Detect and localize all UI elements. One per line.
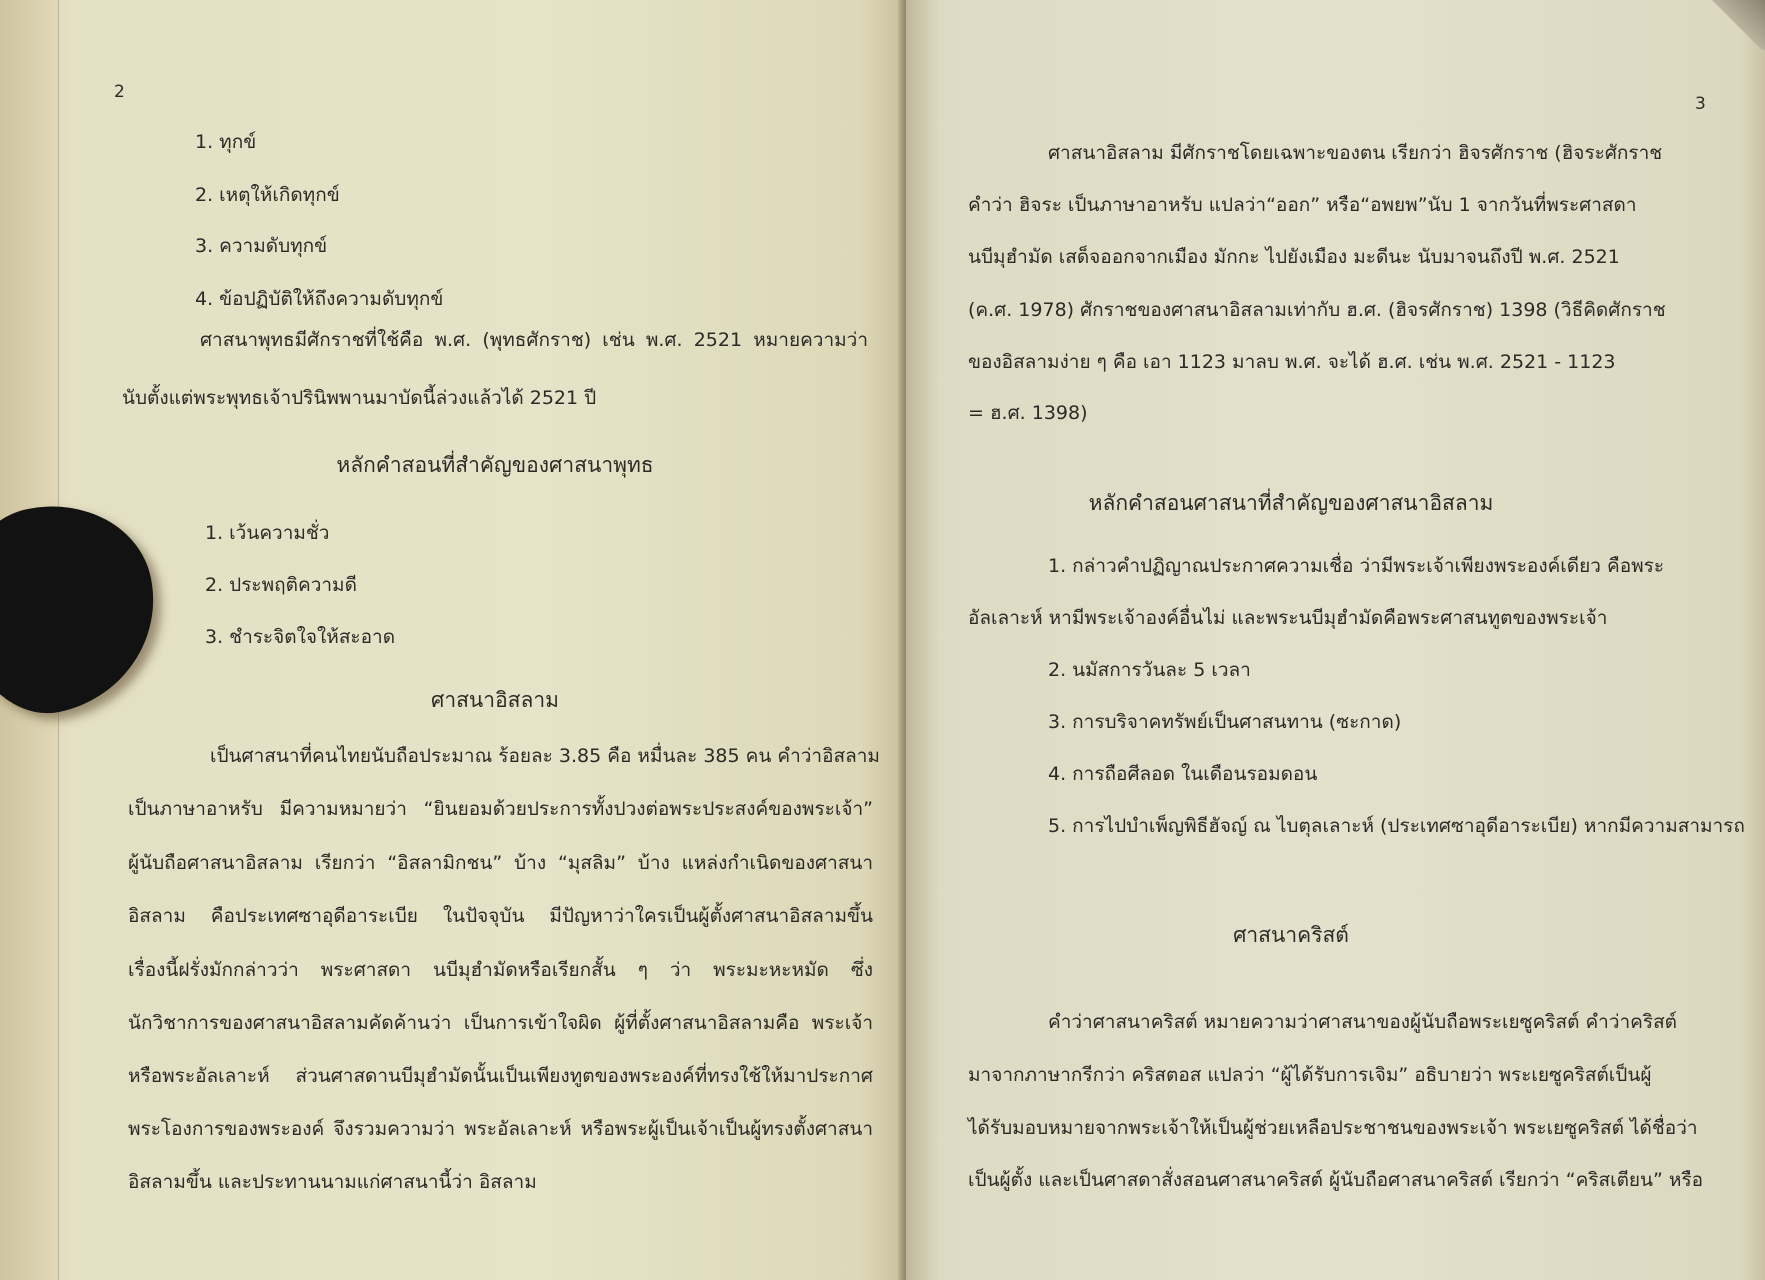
folded-corner — [1710, 0, 1765, 50]
paragraph-line: หรือพระอัลเลาะห์ ส่วนศาสดานบีมุฮำมัดนั้นเป็นเพียงทูตของพระองค์ที่ทรงใช้ให้มาประกาศ — [128, 1065, 873, 1087]
paragraph-line: อิสลาม คือประเทศซาอุดีอาระเบีย ในปัจจุบัน มีปัญหาว่าใครเป็นผู้ตั้งศาสนาอิสลามขึ้น — [128, 905, 873, 927]
paragraph-line: เป็นศาสนาที่คนไทยนับถือประมาณ ร้อยละ 3.85 คือ หมื่นละ 385 คน คำว่าอิสลาม — [210, 745, 880, 767]
section-heading: ศาสนาอิสลาม — [430, 688, 560, 712]
list-item: 3. ความดับทุกข์ — [195, 235, 328, 257]
paragraph-line: ศาสนาอิสลาม มีศักราชโดยเฉพาะของตน เรียกว่า ฮิจรศักราช (ฮิจระศักราช — [1048, 142, 1663, 164]
list-item: 4. การถือศีลอด ในเดือนรอมดอน — [1048, 763, 1318, 785]
paragraph-line: พระโองการของพระองค์ จึงรวมความว่า พระอัลเลาะห์ หรือพระผู้เป็นเจ้าเป็นผู้ทรงตั้งศาสนา — [128, 1118, 873, 1140]
list-item: 1. ทุกข์ — [195, 131, 257, 153]
section-heading: หลักคำสอนศาสนาที่สำคัญของศาสนาอิสลาม — [1088, 491, 1494, 515]
paragraph-line: นบีมุฮำมัด เสด็จออกจากเมือง มักกะ ไปยังเมือง มะดีนะ นับมาจนถึงปี พ.ศ. 2521 — [968, 246, 1620, 268]
right-page — [906, 0, 1765, 1280]
list-item: 2. นมัสการวันละ 5 เวลา — [1048, 659, 1251, 681]
list-item: อัลเลาะห์ หามีพระเจ้าองค์อื่นไม่ และพระนบีมุฮำมัดคือพระศาสนทูตของพระเจ้า — [968, 607, 1608, 629]
paragraph-line: นักวิชาการของศาสนาอิสลามคัดค้านว่า เป็นการเข้าใจผิด ผู้ที่ตั้งศาสนาอิสลามคือ พระเจ้า — [128, 1012, 873, 1034]
paragraph-line: ศาสนาพุทธมีศักราชที่ใช้คือ พ.ศ. (พุทธศักราช) เช่น พ.ศ. 2521 หมายความว่า — [200, 329, 868, 351]
list-item: 1. เว้นความชั่ว — [205, 522, 330, 544]
list-item: 4. ข้อปฏิบัติให้ถึงความดับทุกข์ — [195, 288, 444, 310]
paragraph-line: คำว่า ฮิจระ เป็นภาษาอาหรับ แปลว่า“ออก” หรือ“อพยพ”นับ 1 จากวันที่พระศาสดา — [968, 194, 1637, 216]
paragraph-line: คำว่าศาสนาคริสต์ หมายความว่าศาสนาของผู้นับถือพระเยซูคริสต์ คำว่าคริสต์ — [1048, 1011, 1678, 1033]
list-item: 2. ประพฤติความดี — [205, 574, 357, 596]
list-item: 1. กล่าวคำปฏิญาณประกาศความเชื่อ ว่ามีพระเจ้าเพียงพระองค์เดียว คือพระ — [1048, 555, 1665, 577]
page-number: 2 — [114, 82, 125, 102]
list-item: 3. ชำระจิตใจให้สะอาด — [205, 626, 396, 648]
paragraph-line: ของอิสลามง่าย ๆ คือ เอา 1123 มาลบ พ.ศ. จะได้ ฮ.ศ. เช่น พ.ศ. 2521 - 1123 — [968, 351, 1616, 373]
paragraph-line: ได้รับมอบหมายจากพระเจ้าให้เป็นผู้ช่วยเหลือประชาชนของพระเจ้า พระเยซูคริสต์ ได้ชื่อว่า — [968, 1117, 1698, 1139]
paragraph-line: มาจากภาษากรีกว่า คริสตอส แปลว่า “ผู้ได้รับการเจิม” อธิบายว่า พระเยซูคริสต์เป็นผู้ — [968, 1064, 1652, 1086]
paragraph-line: (ค.ศ. 1978) ศักราชของศาสนาอิสลามเท่ากับ ฮ.ศ. (ฮิจรศักราช) 1398 (วิธีคิดศักราช — [968, 299, 1666, 321]
list-item: 2. เหตุให้เกิดทุกข์ — [195, 184, 340, 206]
paragraph-line: = ฮ.ศ. 1398) — [968, 402, 1088, 424]
paragraph-line: ผู้นับถือศาสนาอิสลาม เรียกว่า “อิสลามิกชน” บ้าง “มุสลิม” บ้าง แหล่งกำเนิดของศาสนา — [128, 852, 873, 874]
list-item: 5. การไปบำเพ็ญพิธีฮัจญ์ ณ ไบตุลเลาะห์ (ประเทศซาอุดีอาระเบีย) หากมีความสามารถ — [1048, 815, 1745, 837]
list-item: 3. การบริจาคทรัพย์เป็นศาสนทาน (ซะกาด) — [1048, 711, 1402, 733]
section-heading: ศาสนาคริสต์ — [1233, 923, 1349, 947]
paragraph-line: เป็นผู้ตั้ง และเป็นศาสดาสั่งสอนศาสนาคริสต์ ผู้นับถือศาสนาคริสต์ เรียกว่า “คริสเตียน” หรือ — [968, 1169, 1704, 1191]
paragraph-line: อิสลามขึ้น และประทานนามแก่ศาสนานี้ว่า อิสลาม — [128, 1171, 537, 1193]
paragraph-line: นับตั้งแต่พระพุทธเจ้าปรินิพพานมาบัดนี้ล่วงแล้วได้ 2521 ปี — [122, 387, 597, 409]
paragraph-line: เรื่องนี้ฝรั่งมักกล่าวว่า พระศาสดา นบีมุฮำมัดหรือเรียกสั้น ๆ ว่า พระมะหะหมัด ซึ่ง — [128, 959, 873, 981]
page-number: 3 — [1695, 94, 1706, 114]
section-heading: หลักคำสอนที่สำคัญของศาสนาพุทธ — [336, 453, 654, 477]
paragraph-line: เป็นภาษาอาหรับ มีความหมายว่า “ยินยอมด้วยประการทั้งปวงต่อพระประสงค์ของพระเจ้า” — [128, 798, 873, 820]
